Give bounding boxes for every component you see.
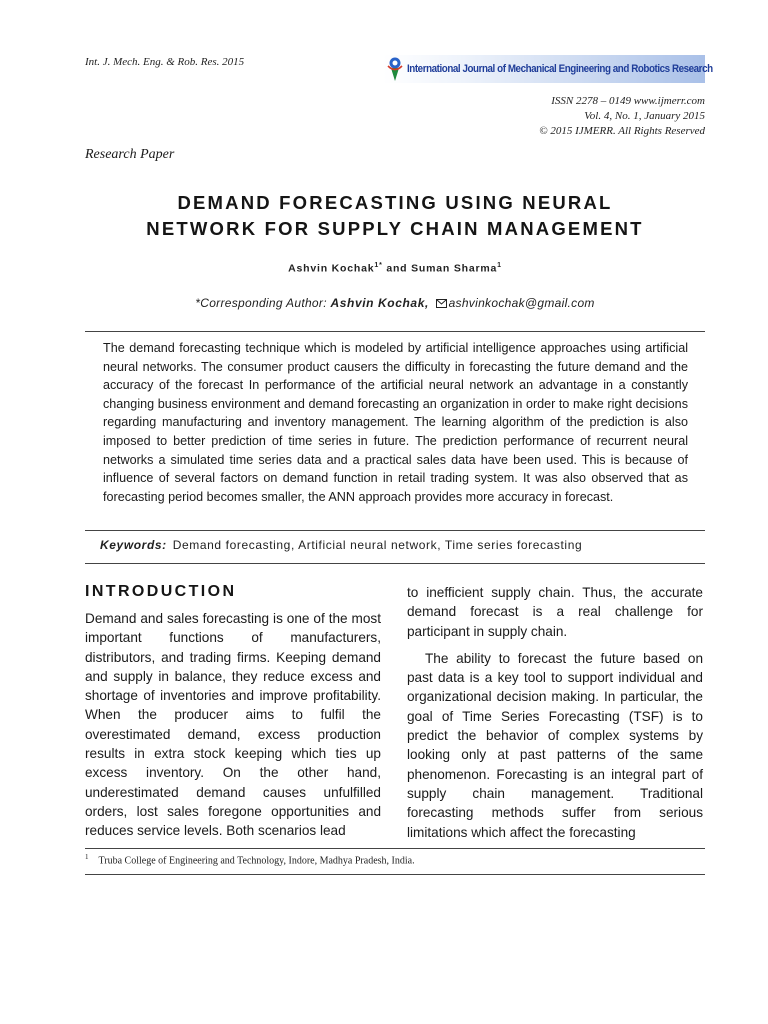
corresponding-email[interactable]: ashvinkochak@gmail.com [448, 296, 595, 310]
title-line-2: NETWORK FOR SUPPLY CHAIN MANAGEMENT [146, 218, 644, 239]
copyright-line: © 2015 IJMERR. All Rights Reserved [539, 125, 705, 137]
corresponding-label: *Corresponding Author: [195, 296, 327, 310]
introduction-paragraph-1-cont: to inefficient supply chain. Thus, the accurate demand forecast is a real challenge for participant in supply chain. [407, 585, 703, 639]
introduction-right-column [407, 583, 703, 842]
issn-block [539, 94, 705, 139]
footnote [85, 853, 415, 866]
corresponding-name: Ashvin Kochak, [330, 296, 429, 310]
paper-title [80, 190, 710, 242]
abstract-top-rule [85, 331, 705, 332]
introduction-left-column [85, 609, 381, 841]
footnote-mark: 1 [85, 853, 89, 861]
keywords-text: Demand forecasting, Artificial neural network, Time series forecasting [172, 538, 583, 552]
journal-banner [383, 55, 713, 83]
keywords-label: Keywords: [100, 538, 167, 552]
abstract-text: The demand forecasting technique which is modeled by artificial intelligence approaches using artificial neural networks. The consumer product causers the difficulty in forecasting the future demand and the accuracy of the forecast In performance of the artificial neural network an advantage in a constantly changing business environment and demand forecasting an organization in order to make right decisions regarding manufacturing and inventory management. The learning algorithm of the prediction is also imposed to better prediction of time series in future. The prediction performance of recurrent neural networks a simulated time series data and a practical sales data have been used. This is because of influence of several factors on demand function in retail trading system. It was also observed that as forecasting period becomes smaller, the ANN approach provides more accuracy in forecast. [103, 341, 688, 504]
journal-banner-text: International Journal of Mechanical Engineering and Robotics Research [407, 63, 713, 75]
footnote-rule-bottom [85, 874, 705, 875]
author-1-marks: 1* [374, 262, 383, 269]
journal-abbreviation: Int. J. Mech. Eng. & Rob. Res. 2015 [85, 56, 245, 68]
author-1: Ashvin Kochak [288, 262, 375, 275]
footnote-text: Truba College of Engineering and Technology, Indore, Madhya Pradesh, India. [98, 855, 415, 867]
author-2-marks: 1 [497, 262, 502, 269]
corresponding-author [0, 296, 768, 310]
introduction-paragraph-2: The ability to forecast the future based on past data is a key tool to support individual and organizational decision making. In particular, the goal of Time Series Forecasting (TSF) is to predict the behavior of complex systems by looking only at past patterns of the same phenomenon. Forecasting is an integral part of supply chain management. Traditional forecasting methods suffer from serious limitations which affect the forecasting [407, 650, 703, 840]
author-joiner: and [386, 262, 408, 275]
volume-line: Vol. 4, No. 1, January 2015 [584, 110, 705, 122]
journal-logo-icon [385, 56, 405, 82]
paper-type-label: Research Paper [85, 147, 175, 162]
abstract-bottom-rule [85, 530, 705, 531]
introduction-paragraph-1: Demand and sales forecasting is one of the most important functions of manufacturers, distributors, and trading firms. Keeping demand and supply in balance, they reduce excess and shortage of inventories and improve profitability. When the producer aims to fulfil the overestimated demand, excess production results in extra stock keeping which ties up excess inventory. On the other hand, underestimated demand causes unfulfilled orders, lost sales foregone opportunities and reduces service levels. Both scenarios lead [85, 611, 381, 839]
title-line-1: DEMAND FORECASTING USING NEURAL [177, 192, 613, 213]
keywords-line [100, 538, 582, 552]
keywords-rule [85, 563, 705, 564]
footnote-rule-top [85, 848, 705, 849]
introduction-heading: INTRODUCTION [85, 583, 237, 600]
authors-line [0, 262, 768, 275]
envelope-icon [436, 299, 447, 308]
issn-line: ISSN 2278 – 0149 www.ijmerr.com [551, 95, 705, 107]
author-2: Suman Sharma [411, 262, 498, 275]
